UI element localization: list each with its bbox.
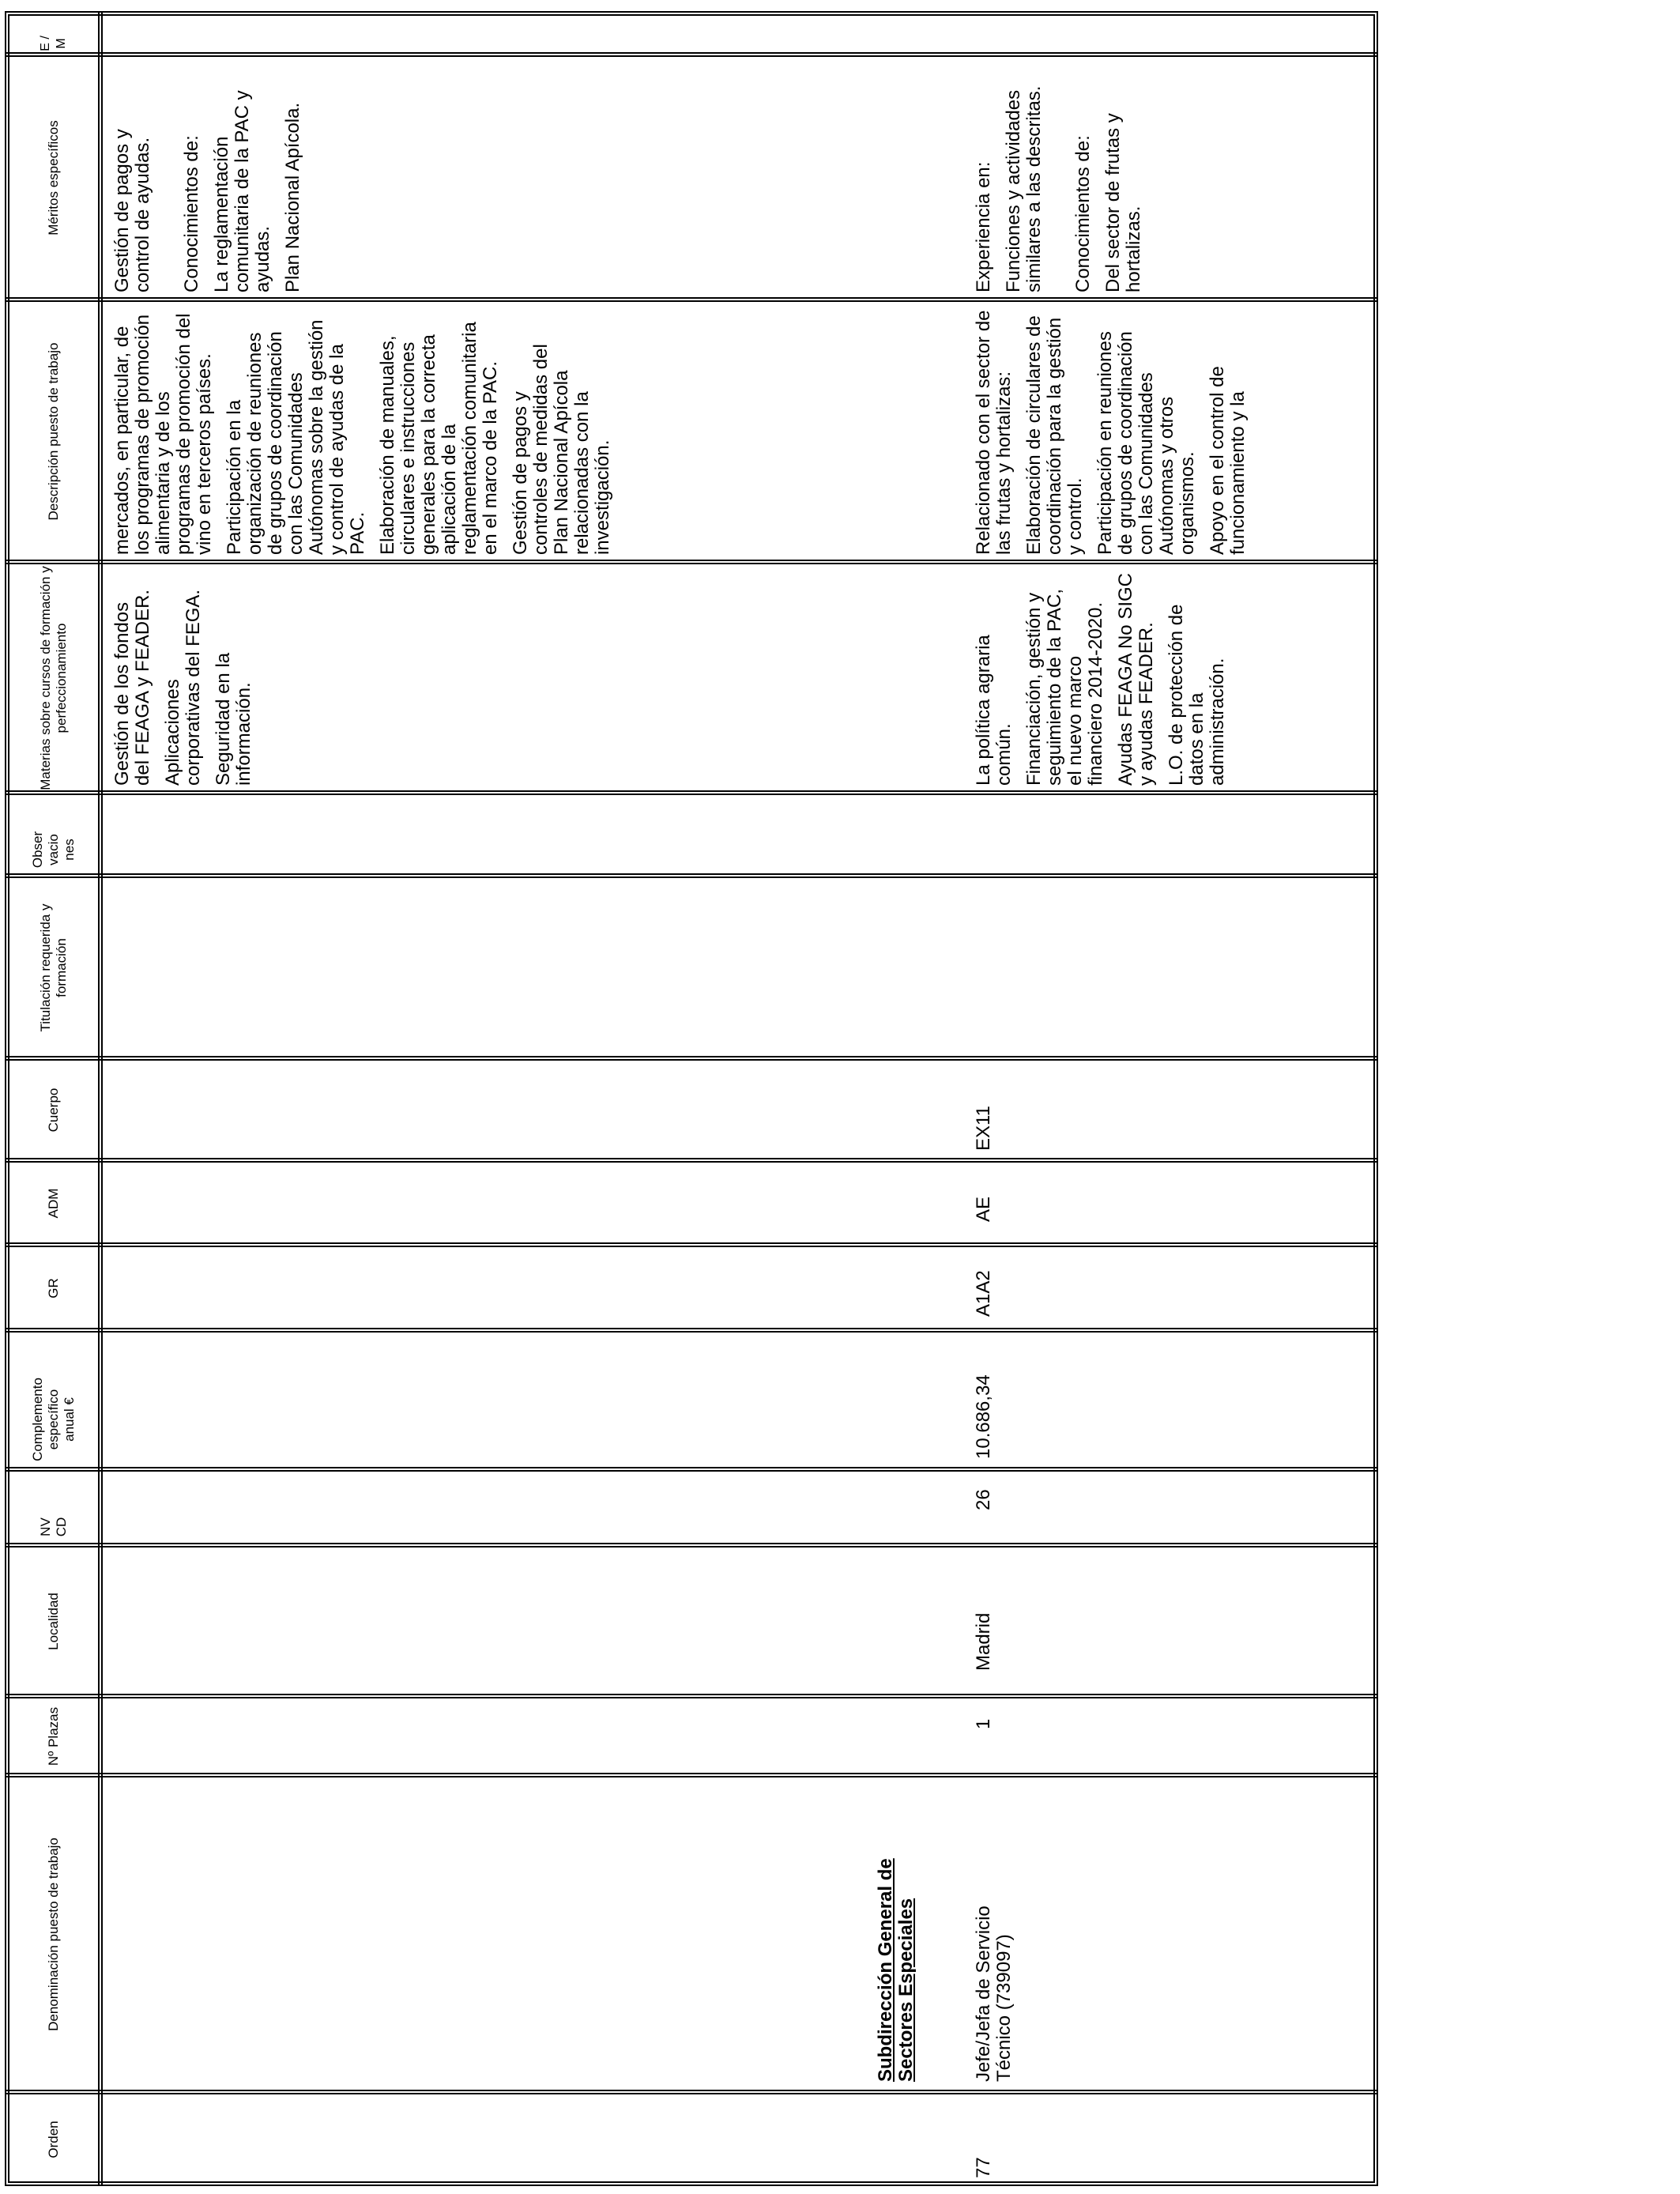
header-nivel: NV CD — [38, 1517, 69, 1537]
column-divider — [5, 1056, 1378, 1061]
materia-text: La política agraria común. — [973, 635, 1015, 786]
header-adm: ADM — [46, 1188, 61, 1219]
header-meritos: Méritos específicos — [46, 120, 61, 236]
row-plazas: 1 — [973, 1718, 994, 1729]
row-localidad: Madrid — [973, 1612, 994, 1671]
row-meritos — [974, 79, 1154, 292]
column-divider — [5, 1467, 1378, 1472]
header-descripcion: Descripción puesto de trabajo — [46, 342, 61, 521]
header-observaciones: Obser vacio nes — [30, 831, 77, 869]
header-em: E / M — [39, 36, 68, 51]
materia-text: Seguridad en la información. — [213, 652, 254, 786]
materia-text: L.O. de protección de datos en la administración. — [1166, 604, 1228, 786]
materia-text: Ayudas FEAGA No SIGC y ayudas FEADER. — [1115, 572, 1157, 786]
column-divider — [5, 1328, 1378, 1333]
column-divider — [5, 790, 1378, 795]
descripcion-text: Elaboración de circulares de coordinación para la gestión y control. — [1023, 315, 1086, 555]
descripcion-text: Relacionado con el sector de las frutas y hortalizas: — [973, 310, 1015, 555]
materia-text: Aplicaciones corporativas del FEGA. — [162, 589, 204, 786]
column-divider — [5, 1158, 1378, 1163]
row-complemento: 10.686,34 — [973, 1374, 994, 1459]
merito-text: Conocimientos de: — [1072, 135, 1094, 292]
header-grupo: GR — [46, 1278, 61, 1299]
header-plazas: Nº Plazas — [46, 1706, 61, 1766]
column-divider — [5, 873, 1378, 878]
merito-text: Experiencia en: — [973, 161, 994, 292]
descripcion-text: Participación en reuniones de grupos de coordinación con las Comunidades Autónomas y otros organismos. — [1094, 331, 1198, 555]
row-grupo: A1A2 — [973, 1270, 994, 1317]
header-complemento: Complemento específico anual € — [30, 1378, 77, 1461]
row-nivel: 26 — [973, 1489, 994, 1510]
descripcion-text: Gestión de pagos y controles de medidas del Plan Nacional Apícola relacionadas con la investigación. — [510, 344, 613, 555]
header-materias: Materias sobre cursos de formación y perfeccionamiento — [38, 566, 69, 790]
row-adm: AE — [973, 1196, 994, 1222]
descripcion-text: Elaboración de manuales, circulares e instrucciones generales para la correcta aplicación de la reglamentación comunitaria en el marco de la PAC. — [377, 322, 501, 555]
section-title: Subdirección General de Sectores Especiales — [875, 1858, 917, 2082]
header-localidad: Localidad — [46, 1593, 61, 1650]
merito-text: Plan Nacional Apícola. — [282, 102, 303, 292]
column-divider — [5, 2090, 1378, 2094]
materia-text: Financiación, gestión y seguimiento de la PAC, el nuevo marco financiero 2014-2020. — [1023, 588, 1106, 786]
merito-text: Gestión de pagos y control de ayudas. — [111, 129, 153, 292]
column-divider — [5, 1773, 1378, 1777]
header-cuerpo: Cuerpo — [46, 1088, 61, 1133]
row-orden: 77 — [973, 2157, 994, 2178]
row-denominacion: Jefe/Jefa de Servicio Técnico (739097) — [973, 1906, 1015, 2082]
header-orden: Orden — [46, 2120, 61, 2158]
column-divider — [5, 560, 1378, 564]
column-divider — [5, 52, 1378, 57]
merito-text: La reglamentación comunitaria de la PAC y ayudas. — [211, 90, 273, 292]
column-divider — [5, 1242, 1378, 1247]
row-cuerpo: EX11 — [973, 1106, 994, 1151]
column-divider — [5, 1694, 1378, 1698]
row-descripcion — [974, 310, 1258, 555]
column-divider — [5, 297, 1378, 302]
descripcion-text: Participación en la organización de reuniones de grupos de coordinación con las Comunidades Autónomas sobre la gestión y control de ayudas de la PAC. — [224, 319, 368, 555]
header-denominacion: Denominación puesto de trabajo — [46, 1838, 61, 2031]
meritos-continuation — [112, 79, 313, 292]
merito-text: Conocimientos de: — [181, 135, 202, 292]
row-materias — [974, 572, 1237, 786]
materias-continuation — [112, 572, 264, 786]
descripcion-text: mercados, en particular, de los programas de promoción alimentaria y de los programas de promoción del vino en terceros países. — [111, 313, 215, 555]
column-divider — [5, 1543, 1378, 1547]
descripcion-text: Apoyo en el control de funcionamiento y la — [1207, 366, 1249, 555]
descripcion-continuation — [112, 310, 623, 555]
header-titulacion: Titulación requerida y formación — [38, 903, 69, 1032]
merito-text: Del sector de frutas y hortalizas. — [1102, 113, 1144, 292]
materia-text: Gestión de los fondos del FEAGA y FEADER. — [111, 589, 153, 786]
merito-text: Funciones y actividades similares a las descritas. — [1003, 85, 1045, 292]
